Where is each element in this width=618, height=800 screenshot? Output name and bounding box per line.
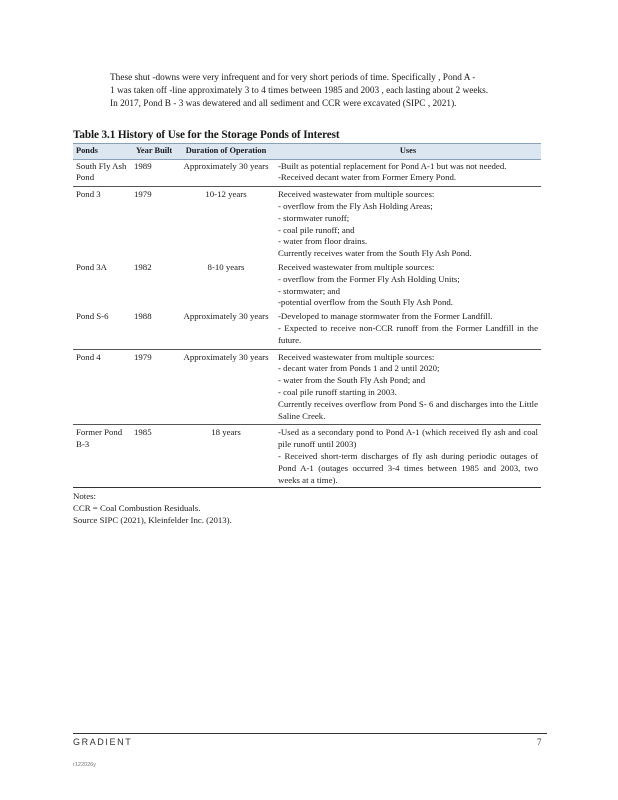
uses-line: - stormwater; and bbox=[278, 285, 341, 296]
uses-line: - decant water from Ponds 1 and 2 until 2020; bbox=[278, 363, 440, 374]
uses-line: - water from the South Fly Ash Pond; and bbox=[278, 375, 426, 386]
cell-year-built: 1989 bbox=[131, 159, 177, 187]
intro-paragraph bbox=[110, 72, 546, 110]
uses-line: Currently receives overflow from Pond S- 6 and discharges into the Little Saline Creek. bbox=[278, 398, 538, 421]
uses-line: -Developed to manage stormwater from the Former Landfill. bbox=[278, 311, 493, 322]
header-ponds: Ponds bbox=[73, 144, 131, 160]
uses-line: Received wastewater from multiple sources: bbox=[278, 351, 435, 362]
document-code: r122026y bbox=[73, 762, 96, 768]
cell-duration: Approximately 30 years bbox=[177, 349, 275, 425]
uses-line: - coal pile runoff; and bbox=[278, 224, 355, 235]
notes-line: Source SIPC (2021), Kleinfelder Inc. (2013). bbox=[73, 514, 232, 525]
intro-line: These shut -downs were very infrequent and for very short periods of time. Specifically , Pond A - bbox=[110, 73, 476, 83]
cell-year-built: 1982 bbox=[134, 261, 152, 272]
cell-duration: 10-12 years bbox=[205, 189, 247, 200]
uses-line: - stormwater runoff; bbox=[278, 212, 350, 223]
table-body bbox=[73, 159, 541, 488]
cell-duration: 18 years bbox=[177, 425, 275, 488]
history-table bbox=[73, 143, 541, 488]
cell-uses bbox=[275, 310, 541, 349]
cell-uses bbox=[275, 425, 541, 488]
uses-line: - coal pile runoff starting in 2003. bbox=[278, 386, 397, 397]
intro-line: 1 was taken off -line approximately 3 to 4 times between 1985 and 2003 , each lasting about 2 weeks. bbox=[110, 85, 489, 96]
uses-line: -Received decant water from Former Emery Pond. bbox=[278, 172, 457, 183]
cell-pond: South Fly Ash Pond bbox=[73, 159, 131, 187]
cell-pond: Pond 3A bbox=[76, 261, 108, 272]
header-uses: Uses bbox=[275, 144, 541, 160]
uses-line: -Used as a secondary pond to Pond A-1 (which received fly ash and coal pile runoff until 2003) bbox=[278, 427, 538, 450]
header-duration: Duration of Operation bbox=[177, 144, 275, 160]
cell-uses bbox=[275, 261, 541, 310]
cell-uses bbox=[275, 349, 541, 425]
table-notes bbox=[73, 491, 232, 526]
header-year-built: Year Built bbox=[131, 144, 177, 160]
cell-year-built: 1988 bbox=[131, 310, 177, 349]
uses-line: Received wastewater from multiple sources: bbox=[278, 261, 435, 272]
uses-line: - overflow from the Fly Ash Holding Areas; bbox=[278, 200, 433, 211]
table-title: Table 3.1 History of Use for the Storage Ponds of Interest bbox=[73, 129, 340, 141]
cell-duration: 8-10 years bbox=[207, 261, 245, 272]
footer-divider bbox=[73, 733, 547, 734]
table-row bbox=[73, 261, 541, 310]
cell-year-built: 1979 bbox=[134, 189, 152, 200]
uses-line: -potential overflow from the South Fly Ash Pond. bbox=[278, 297, 453, 308]
cell-pond: Former Pond B-3 bbox=[73, 425, 131, 488]
uses-line: - water from floor drains. bbox=[278, 236, 368, 247]
table-row bbox=[73, 310, 541, 349]
cell-year-built: 1979 bbox=[131, 349, 177, 425]
cell-pond: Pond 4 bbox=[73, 349, 131, 425]
cell-uses bbox=[275, 187, 541, 261]
table-row bbox=[73, 159, 541, 187]
table-row bbox=[73, 425, 541, 488]
cell-pond: Pond 3 bbox=[76, 189, 101, 200]
uses-line: - overflow from the Former Fly Ash Holding Units; bbox=[278, 273, 460, 284]
cell-year-built: 1985 bbox=[131, 425, 177, 488]
intro-line: In 2017, Pond B - 3 was dewatered and all sediment and CCR were excavated (SIPC , 2021). bbox=[110, 98, 457, 109]
uses-line: - Received short-term discharges of fly ash during periodic outages of Pond A-1 (outages occurred 3-4 times between 1985 and 2003, two weeks at a time). bbox=[278, 450, 538, 485]
uses-line: Currently receives water from the South Fly Ash Pond. bbox=[278, 248, 472, 259]
cell-duration: Approximately 30 years bbox=[177, 310, 275, 349]
page-number: 7 bbox=[537, 737, 542, 747]
notes-line: CCR = Coal Combustion Residuals. bbox=[73, 502, 201, 513]
cell-uses bbox=[275, 159, 541, 187]
cell-pond: Pond S-6 bbox=[73, 310, 131, 349]
uses-line: Received wastewater from multiple sources: bbox=[278, 189, 435, 200]
uses-line: - Expected to receive non-CCR runoff from the Former Landfill in the future. bbox=[278, 322, 538, 345]
uses-line: -Built as potential replacement for Pond A-1 but was not needed. bbox=[278, 160, 507, 171]
cell-duration: Approximately 30 years bbox=[177, 159, 275, 187]
table-header-row bbox=[73, 144, 541, 160]
notes-heading: Notes: bbox=[73, 491, 96, 501]
company-logo: GRADIENT bbox=[73, 737, 133, 747]
table-row bbox=[73, 349, 541, 425]
table-row bbox=[73, 187, 541, 261]
